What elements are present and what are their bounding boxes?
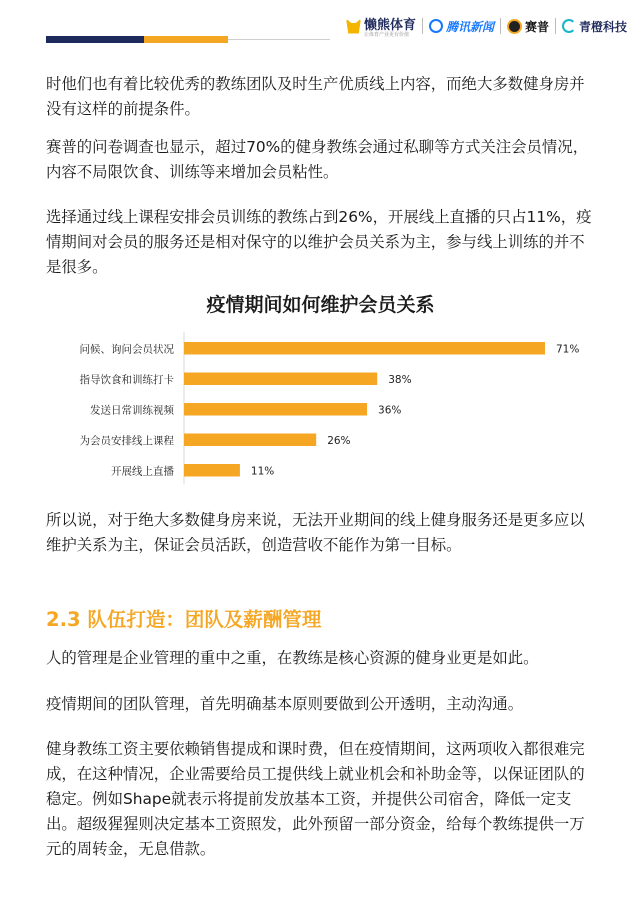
logo-separator: [555, 18, 556, 34]
chart-category-label: 问候、询问会员状况: [79, 343, 174, 356]
chart-value-label: 36%: [378, 404, 402, 417]
header-accent-orange: [144, 36, 228, 43]
qingting-logo: [562, 18, 627, 35]
bar-chart: [0, 330, 641, 490]
chart-category-label: 为会员安排线上课程: [79, 434, 174, 447]
lanxiong-logo-text: 懒熊体育: [364, 18, 417, 33]
tencent-news-logo: [429, 18, 494, 35]
chart-bar: [184, 403, 367, 416]
chart-category-label: 指导饮食和训练打卡: [79, 373, 174, 386]
chart-bar: [184, 434, 316, 447]
paragraph-2: 赛普的问卷调查也显示，超过70%的健身教练会通过私聊等方式关注会员情况，内容不局限饮食、训练等来增加会员粘性。: [46, 138, 589, 181]
saipu-emblem-icon: [507, 19, 522, 34]
logo-separator: [500, 18, 501, 34]
chart-bar: [184, 464, 240, 477]
lanxiong-logo-tagline: 让体育产业更有价值: [364, 32, 410, 38]
chart-bar: [184, 342, 545, 355]
paragraph-4: 所以说，对于绝大多数健身房来说，无法开业期间的线上健身服务还是更多应以维护关系为主，保证会员活跃，创造营收不能作为第一目标。: [46, 511, 585, 554]
qingting-logo-text: 青橙科技: [579, 19, 628, 34]
paragraph-7: 健身教练工资主要依赖销售提成和课时费，但在疫情期间，这两项收入都很难完成，在这种情况，企业需要给员工提供线上就业机会和补助金等，以保证团队的稳定。例如Shape就表示将提前发放基本工资，并提供公司宿舍，降低一定支出。超级猩猩则决定基本工资照发，此外预留一部分资金，给每个教练提供一万元的周转金，无息借款。: [46, 740, 585, 858]
chart-bar: [184, 373, 377, 386]
header-accent-navy: [46, 36, 144, 43]
page-header: [0, 0, 641, 50]
saipu-logo: [507, 18, 549, 35]
tencent-news-icon: [429, 19, 443, 33]
chart-category-label: 发送日常训练视频: [90, 404, 174, 417]
qingting-ring-icon: [562, 19, 576, 33]
bear-icon: [346, 19, 361, 34]
paragraph-3: 选择通过线上课程安排会员训练的教练占到26%，开展线上直播的只占11%，疫情期间对会员的服务还是相对保守的以维护会员关系为主，参与线上训练的并不是很多。: [46, 208, 592, 276]
chart-category-label: 开展线上直播: [111, 465, 174, 478]
paragraph-5: 人的管理是企业管理的重中之重，在教练是核心资源的健身业更是如此。: [46, 649, 539, 667]
lanxiong-logo: [346, 14, 416, 38]
chart-title: 疫情期间如何维护会员关系: [206, 294, 435, 316]
section-heading: 2.3 队伍打造：团队及薪酬管理: [46, 608, 322, 631]
tencent-news-logo-text: 腾讯新闻: [446, 19, 495, 34]
chart-value-label: 71%: [556, 343, 580, 356]
chart-value-label: 26%: [327, 434, 351, 447]
chart-value-label: 11%: [250, 465, 275, 478]
partner-logos: [346, 14, 627, 38]
saipu-logo-text: 赛普: [525, 19, 550, 34]
logo-separator: [422, 18, 423, 34]
paragraph-6: 疫情期间的团队管理，首先明确基本原则要做到公开透明，主动沟通。: [46, 695, 524, 713]
chart-value-label: 38%: [388, 373, 412, 386]
paragraph-1: 时他们也有着比较优秀的教练团队及时生产优质线上内容，而绝大多数健身房并没有这样的前提条件。: [46, 75, 585, 118]
header-divider-line: [228, 39, 330, 40]
